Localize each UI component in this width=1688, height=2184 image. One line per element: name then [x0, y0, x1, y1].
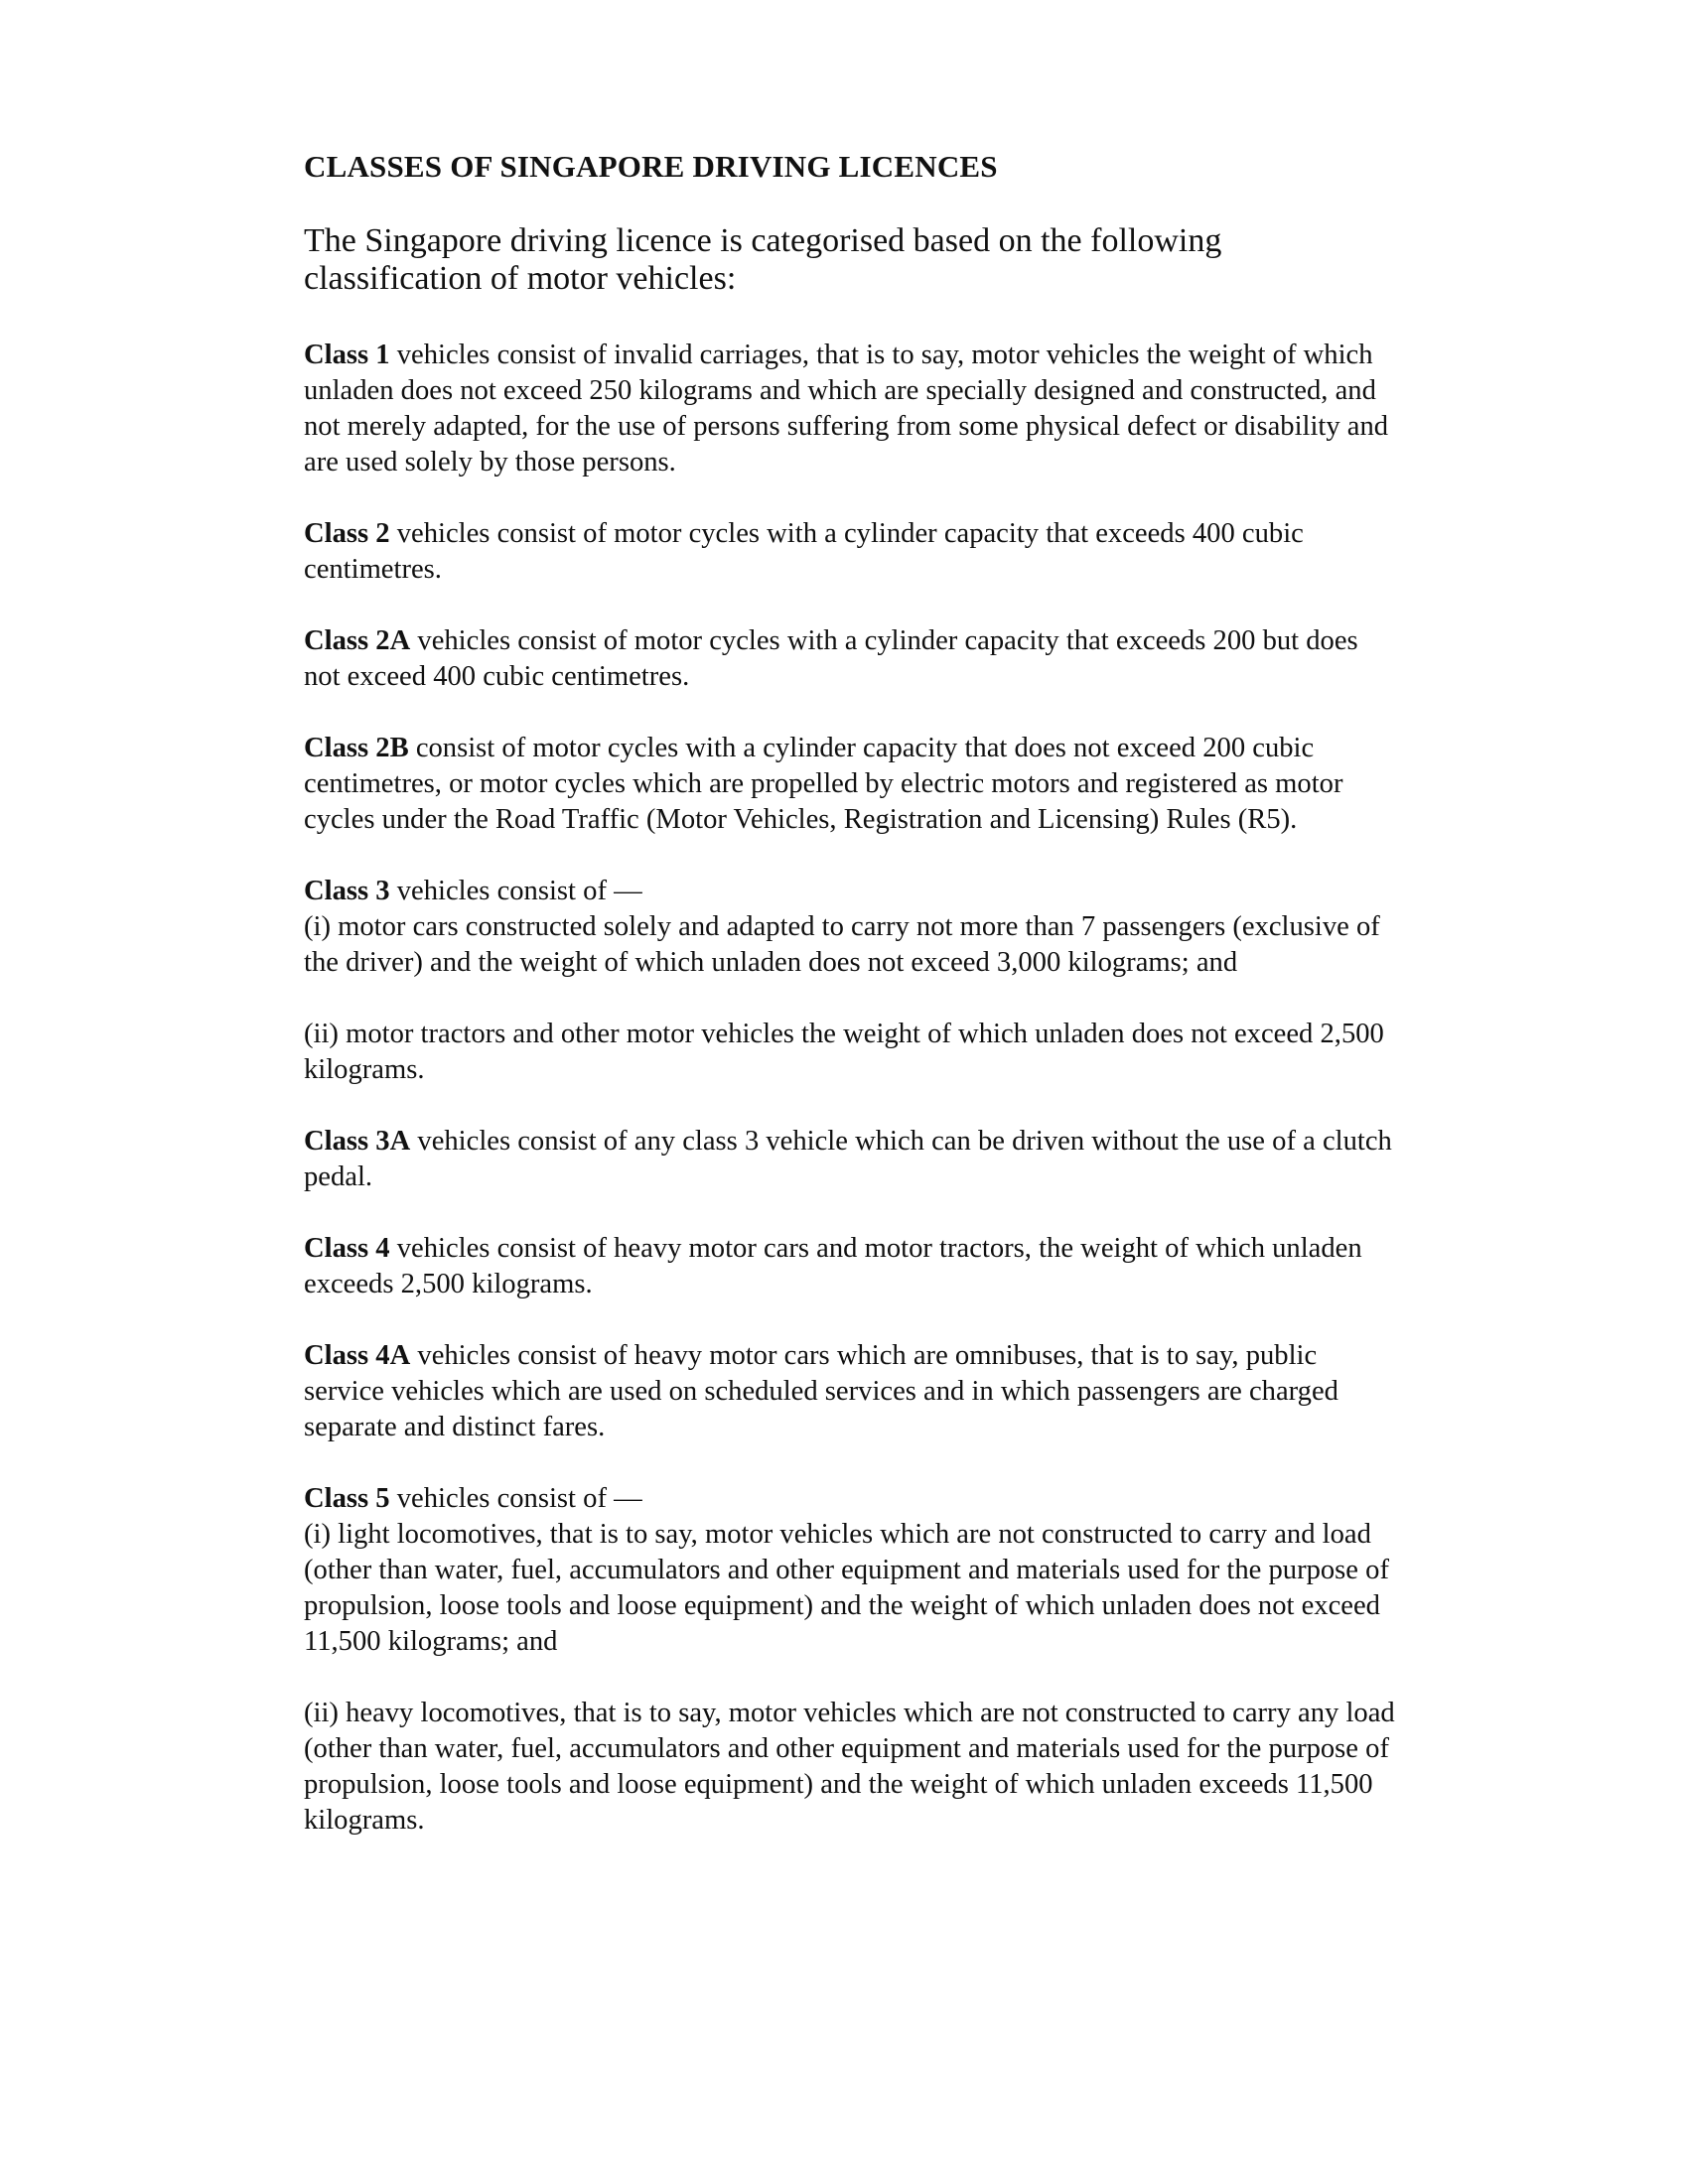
class-description: vehicles consist of heavy motor cars and motor tractors, the weight of which unladen exceeds 2,500 kilograms. [304, 1233, 1362, 1299]
class-5-item-i: (i) light locomotives, that is to say, motor vehicles which are not constructed to carry and load (other than water, fuel, accumulators and other equipment and materials used for the purpose of propulsion, loose tools and loose equipment) and the weight of which unladen does not exceed 11,500 kilograms; and [304, 1519, 1389, 1657]
document-page [304, 147, 1396, 1839]
class-description: vehicles consist of heavy motor cars which are omnibuses, that is to say, public service vehicles which are used on scheduled services and in which passengers are charged separate and distinct fares. [304, 1340, 1338, 1442]
class-3a-paragraph [304, 1124, 1396, 1195]
class-description: vehicles consist of — [389, 876, 642, 906]
class-label: Class 5 [304, 1483, 390, 1514]
class-label: Class 4 [304, 1233, 390, 1264]
class-description: vehicles consist of — [389, 1483, 642, 1514]
class-5-paragraph [304, 1481, 1396, 1517]
class-label: Class 2A [304, 625, 411, 656]
class-1-paragraph [304, 338, 1396, 480]
class-3-item-ii: (ii) motor tractors and other motor vehicles the weight of which unladen does not exceed 2,500 kilograms. [304, 1019, 1384, 1085]
class-label: Class 1 [304, 340, 390, 370]
class-description: consist of motor cycles with a cylinder capacity that does not exceed 200 cubic centimetres, or motor cycles which are propelled by electric motors and registered as motor cycles under the Road Traffic (Motor Vehicles, Registration and Licensing) Rules (R5). [304, 733, 1343, 835]
class-label: Class 3 [304, 876, 390, 906]
class-description: vehicles consist of any class 3 vehicle which can be driven without the use of a clutch pedal. [304, 1126, 1392, 1192]
class-description: vehicles consist of invalid carriages, that is to say, motor vehicles the weight of which unladen does not exceed 250 kilograms and which are specially designed and constructed, and not merely adapted, for the use of persons suffering from some physical defect or disability and are used solely by those persons. [304, 340, 1389, 478]
class-description: vehicles consist of motor cycles with a cylinder capacity that exceeds 400 cubic centimetres. [304, 518, 1304, 585]
class-3-item-i: (i) motor cars constructed solely and adapted to carry not more than 7 passengers (exclusive of the driver) and the weight of which unladen does not exceed 3,000 kilograms; and [304, 911, 1380, 978]
class-4a-paragraph [304, 1338, 1396, 1445]
class-5-item-ii: (ii) heavy locomotives, that is to say, motor vehicles which are not constructed to carry any load (other than water, fuel, accumulators and other equipment and materials used for the purpose of propulsion, loose tools and loose equipment) and the weight of which unladen exceeds 11,500 kilograms. [304, 1698, 1395, 1836]
class-label: Class 2 [304, 518, 390, 549]
intro-paragraph: The Singapore driving licence is categorised based on the following classification of motor vehicles: [304, 222, 1222, 297]
class-label: Class 3A [304, 1126, 411, 1157]
class-4-paragraph [304, 1231, 1396, 1302]
class-2b-paragraph [304, 731, 1396, 838]
class-label: Class 4A [304, 1340, 411, 1371]
document-title: CLASSES OF SINGAPORE DRIVING LICENCES [304, 149, 998, 184]
class-label: Class 2B [304, 733, 409, 763]
class-2-paragraph [304, 516, 1396, 588]
class-description: vehicles consist of motor cycles with a cylinder capacity that exceeds 200 but does not exceed 400 cubic centimetres. [304, 625, 1358, 692]
class-3-paragraph [304, 874, 1396, 909]
class-2a-paragraph [304, 623, 1396, 695]
